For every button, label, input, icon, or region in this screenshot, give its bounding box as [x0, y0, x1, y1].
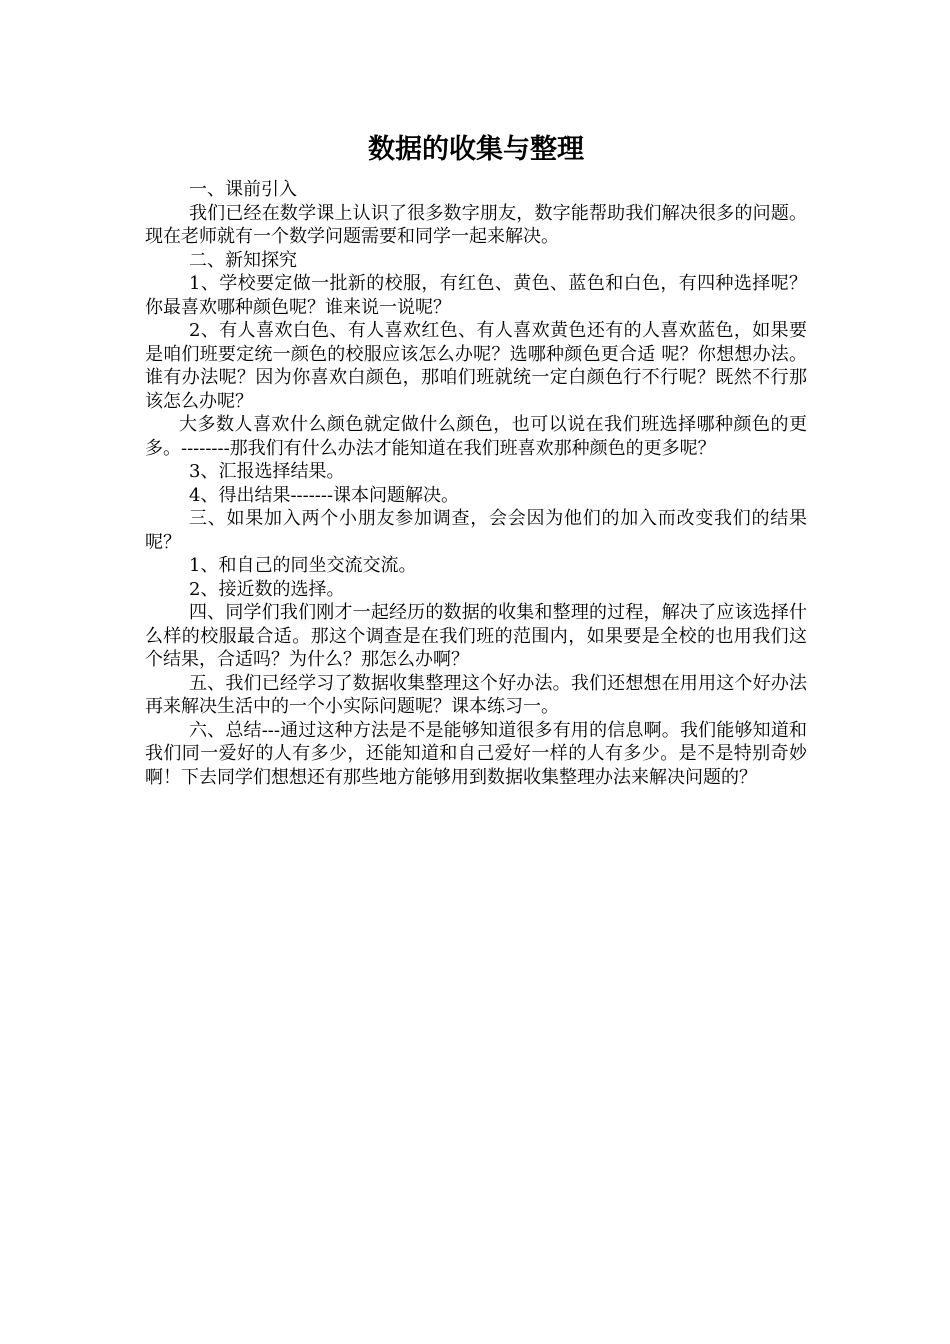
paragraph-discuss: 1、和自己的同坐交流交流。 [189, 555, 417, 576]
section-heading-new-participants: 三、如果加入两个小朋友参加调查，会会因为他们的加入而改变我们的结果呢？ [145, 508, 807, 553]
paragraph-uniform-choice: 1、学校要定做一批新的校服，有红色、黄色、蓝色和白色，有四种选择呢？你最喜欢哪种颜色呢？谁来说一说呢？ [145, 273, 807, 318]
paragraph-intro: 我们已经在数学课上认识了很多数字朋友，数字能帮助我们解决很多的问题。现在老师就有一个数学问题需要和同学一起来解决。 [145, 202, 807, 247]
section-summary: 六、总结---通过这种方法是不是能够知道很多有用的信息啊。我们能够知道和我们同一爱好的人有多少，还能知道和自己爱好一样的人有多少。是不是特别奇妙啊！下去同学们想想还有那些地方能够用到数据收集整理办法来解决问题的？ [145, 719, 807, 788]
paragraph-majority: 大多数人喜欢什么颜色就定做什么颜色，也可以说在我们班选择哪种颜色的更多。--------那我们有什么办法才能知道在我们班喜欢那种颜色的更多呢？ [145, 414, 807, 459]
paragraph-result: 4、得出结果-------课本问题解决。 [189, 484, 460, 506]
section-heading-explore: 二、新知探究 [189, 249, 297, 271]
document-body [145, 128, 807, 789]
paragraph-color-preferences: 2、有人喜欢白色、有人喜欢红色、有人喜欢黄色还有的人喜欢蓝色，如果要是咱们班要定统一颜色的校服应该怎么办呢？选哪种颜色更合适 呢？你想想办法。谁有办法呢？因为你喜欢白颜色，那咱们班就统一定白颜色行不行呢？既然不行那该怎么办呢？ [145, 320, 807, 412]
section-heading-intro: 一、课前引入 [189, 179, 297, 200]
section-review: 四、同学们我们刚才一起经历的数据的收集和整理的过程，解决了应该选择什么样的校服最合适。那这个调查是在我们班的范围内，如果要是全校的也用我们这个结果，合适吗？为什么？那怎么办啊？ [145, 602, 807, 670]
paragraph-report: 3、汇报选择结果。 [189, 461, 345, 482]
document-title: 数据的收集与整理 [368, 134, 584, 165]
section-practice: 五、我们已经学习了数据收集整理这个好办法。我们还想想在用用这个好办法再来解决生活中的一个小实际问题呢？课本练习一。 [145, 672, 807, 717]
paragraph-close-numbers: 2、接近数的选择。 [189, 578, 345, 600]
